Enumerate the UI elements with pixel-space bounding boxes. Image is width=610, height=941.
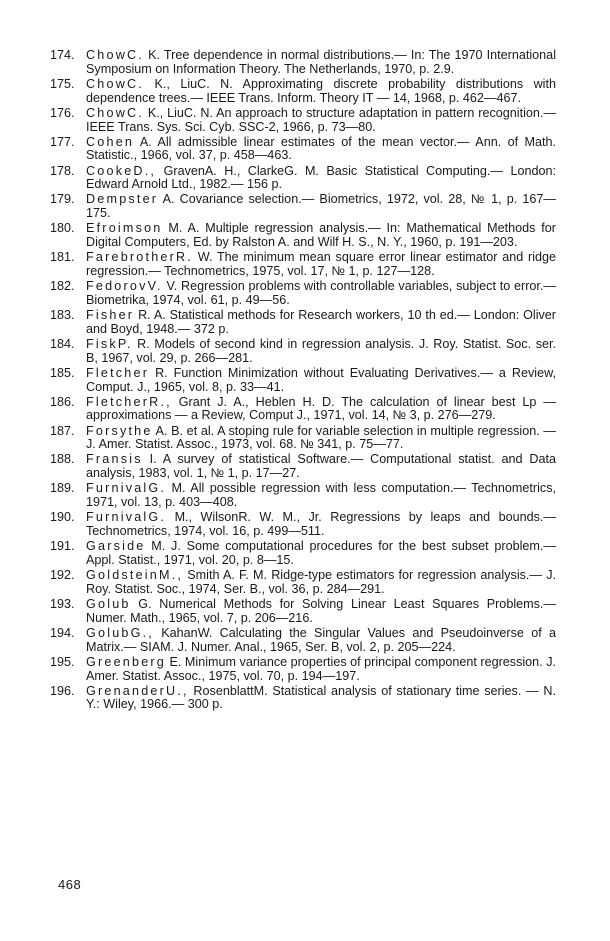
reference-182	[50, 280, 556, 308]
reference-number: 184.	[50, 336, 75, 351]
reference-text	[86, 511, 556, 539]
page-number: 468	[58, 877, 82, 892]
reference-number: 193.	[50, 596, 75, 611]
reference-citation: M. J. Some computational procedures for the best subset problem.— Appl. Statist., 1971, vol. 20, p. 8—15.	[86, 539, 556, 567]
reference-text	[86, 569, 556, 597]
reference-text	[86, 280, 556, 308]
reference-178	[50, 165, 556, 193]
reference-175	[50, 78, 556, 106]
reference-text	[86, 540, 556, 568]
reference-text	[86, 453, 556, 481]
reference-174	[50, 49, 556, 77]
reference-194	[50, 627, 556, 655]
reference-text	[86, 627, 556, 655]
reference-author: Cohen	[86, 134, 135, 149]
reference-citation: RosenblattM. Statistical analysis of stationary time series. — N. Y.: Wiley, 1966.— 300 p.	[86, 683, 556, 712]
reference-number: 181.	[50, 250, 75, 265]
reference-189	[50, 482, 556, 510]
reference-193	[50, 598, 556, 626]
reference-188	[50, 453, 556, 481]
reference-author: Fletcher	[86, 365, 150, 380]
reference-citation: W. The minimum mean square error linear estimator and ridge regression.— Technometrics, 1975, vol. 17, № 1, p. 127—128.	[86, 250, 556, 279]
reference-text	[86, 251, 556, 279]
reference-author: ChowC.	[86, 76, 144, 91]
reference-author: Fisher	[86, 308, 135, 323]
reference-author: FedorovV.	[86, 279, 163, 294]
reference-number: 188.	[50, 452, 75, 467]
reference-author: Efroimson	[86, 221, 163, 236]
reference-number: 176.	[50, 105, 75, 120]
reference-number: 185.	[50, 365, 75, 380]
reference-text	[86, 482, 556, 510]
reference-number: 196.	[50, 683, 75, 698]
reference-citation: K., LiuC. N. An approach to structure adaptation in pattern recognition.— IEEE Trans. Sys. Sci. Cyb. SSC-2, 1966, p. 73—80.	[86, 105, 556, 134]
reference-citation: M. All possible regression with less computation.— Technometrics, 1971, vol. 13, p. 403—408.	[86, 481, 556, 510]
reference-number: 195.	[50, 654, 75, 669]
reference-author: GolubG.,	[86, 625, 154, 640]
reference-citation: A. All admissible linear estimates of the mean vector.— Ann. of Math. Statistic., 1966, vol. 37, p. 458—463.	[86, 134, 556, 163]
reference-195	[50, 656, 556, 684]
reference-text	[86, 78, 556, 106]
reference-196	[50, 685, 556, 713]
reference-number: 186.	[50, 394, 75, 409]
reference-author: CookeD.,	[86, 163, 157, 178]
reference-author: Golub	[86, 596, 131, 611]
reference-citation: M. A. Multiple regression analysis.— In: Mathematical Methods for Digital Computers, Ed. by Ralston A. and Wilf H. S., N. Y., 1960, p. 191—203.	[86, 221, 556, 250]
reference-text	[86, 685, 556, 713]
reference-177	[50, 136, 556, 164]
reference-number: 180.	[50, 221, 75, 236]
reference-179	[50, 193, 556, 221]
reference-number: 179.	[50, 192, 75, 207]
reference-citation: E. Minimum variance properties of principal component regression. J. Amer. Statist. Assoc., 1975, vol. 70, p. 194—197.	[86, 654, 556, 683]
reference-text	[86, 49, 556, 77]
reference-number: 189.	[50, 481, 75, 496]
reference-number: 182.	[50, 279, 75, 294]
reference-author: Fransis	[86, 452, 143, 467]
reference-citation: M., WilsonR. W. M., Jr. Regressions by leaps and bounds.— Technometrics, 1974, vol. 16, p. 499—511.	[86, 510, 556, 539]
reference-number: 194.	[50, 625, 75, 640]
reference-citation: K., LiuC. N. Approximating discrete probability distributions with dependence trees.— IEEE Trans. Inform. Theory IT — 14, 1968, p. 462—467.	[86, 76, 556, 105]
reference-author: GoldsteinM.,	[86, 568, 184, 583]
reference-author: FiskP.	[86, 336, 133, 351]
reference-list	[50, 49, 556, 713]
reference-186	[50, 396, 556, 424]
reference-187	[50, 425, 556, 453]
reference-citation: I. A survey of statistical Software.— Computational statist. and Data analysis, 1983, vol. 1, № 1, p. 17—27.	[86, 452, 556, 481]
reference-number: 174.	[50, 48, 75, 62]
reference-text	[86, 425, 556, 453]
reference-citation: A. B. et al. A stoping rule for variable selection in multiple regression. — J. Amer. Statist. Assoc., 1973, vol. 68. № 341, p. 75—77.	[86, 423, 556, 452]
reference-citation: V. Regression problems with controllable variables, subject to error.— Biometrika, 1974, vol. 61, p. 49—56.	[86, 279, 556, 307]
reference-citation: Grant J. A., Heblen H. D. The calculation of linear best Lp — approximations — a Review, Comput J., 1971, vol. 14, № 3, p. 276—279.	[86, 394, 556, 423]
reference-citation: K. Tree dependence in normal distributions.— In: The 1970 International Symposium on Information Theory. The Netherlands, 1970, p. 2.9.	[86, 48, 556, 76]
reference-author: FletcherR.,	[86, 394, 172, 409]
reference-author: Garside	[86, 539, 146, 554]
reference-181	[50, 251, 556, 279]
reference-citation: GravenA. H., ClarkeG. M. Basic Statistical Computing.— London: Edward Arnold Ltd., 1982.— 156 p.	[86, 163, 556, 192]
reference-text	[86, 193, 556, 221]
reference-number: 178.	[50, 163, 75, 178]
reference-author: FurnivalG.	[86, 481, 167, 496]
reference-citation: Smith A. F. M. Ridge-type estimators for regression analysis.— J. Roy. Statist. Soc., 1974, Ser. B., vol. 36, p. 284—291.	[86, 568, 556, 596]
reference-citation: R. A. Statistical methods for Research workers, 10 th ed.— London: Oliver and Boyd, 1948.— 372 p.	[86, 308, 556, 336]
reference-191	[50, 540, 556, 568]
reference-author: Dempster	[86, 192, 159, 207]
reference-author: GrenanderU.,	[86, 683, 189, 698]
reference-183	[50, 309, 556, 337]
reference-number: 177.	[50, 134, 75, 149]
reference-text	[86, 598, 556, 626]
reference-citation: A. Covariance selection.— Biometrics, 1972, vol. 28, № 1, p. 167—175.	[86, 192, 556, 221]
reference-text	[86, 396, 556, 424]
reference-number: 190.	[50, 510, 75, 525]
reference-text	[86, 309, 556, 337]
reference-184	[50, 338, 556, 366]
reference-citation: G. Numerical Methods for Solving Linear Least Squares Problems.— Numer. Math., 1965, vol. 7, p. 206—216.	[86, 596, 556, 625]
reference-190	[50, 511, 556, 539]
reference-author: FarebrotherR.	[86, 250, 193, 265]
reference-185	[50, 367, 556, 395]
reference-176	[50, 107, 556, 135]
reference-text	[86, 656, 556, 684]
reference-number: 175.	[50, 76, 75, 91]
reference-author: ChowC.	[86, 105, 144, 120]
reference-number: 187.	[50, 423, 75, 438]
reference-number: 192.	[50, 568, 75, 583]
reference-number: 191.	[50, 539, 75, 554]
reference-text	[86, 136, 556, 164]
reference-text	[86, 367, 556, 395]
reference-author: Greenberg	[86, 654, 167, 669]
reference-author: FurnivalG.	[86, 510, 167, 525]
reference-citation: R. Models of second kind in regression analysis. J. Roy. Statist. Soc. ser. B, 1967, vol. 29, p. 266—281.	[86, 336, 556, 365]
reference-number: 183.	[50, 308, 75, 323]
reference-text	[86, 338, 556, 366]
reference-text	[86, 107, 556, 135]
reference-citation: R. Function Minimization without Evaluating Derivatives.— a Review, Comput. J., 1965, vol. 8, p. 33—41.	[86, 365, 556, 394]
reference-text	[86, 165, 556, 193]
reference-author: ChowC.	[86, 48, 144, 62]
reference-citation: KahanW. Calculating the Singular Values and Pseudoinverse of a Matrix.— SIAM. J. Numer. Anal., 1965, Ser. B, vol. 2, p. 205—224.	[86, 625, 556, 654]
reference-192	[50, 569, 556, 597]
reference-author: Forsythe	[86, 423, 153, 438]
reference-text	[86, 222, 556, 250]
reference-180	[50, 222, 556, 250]
